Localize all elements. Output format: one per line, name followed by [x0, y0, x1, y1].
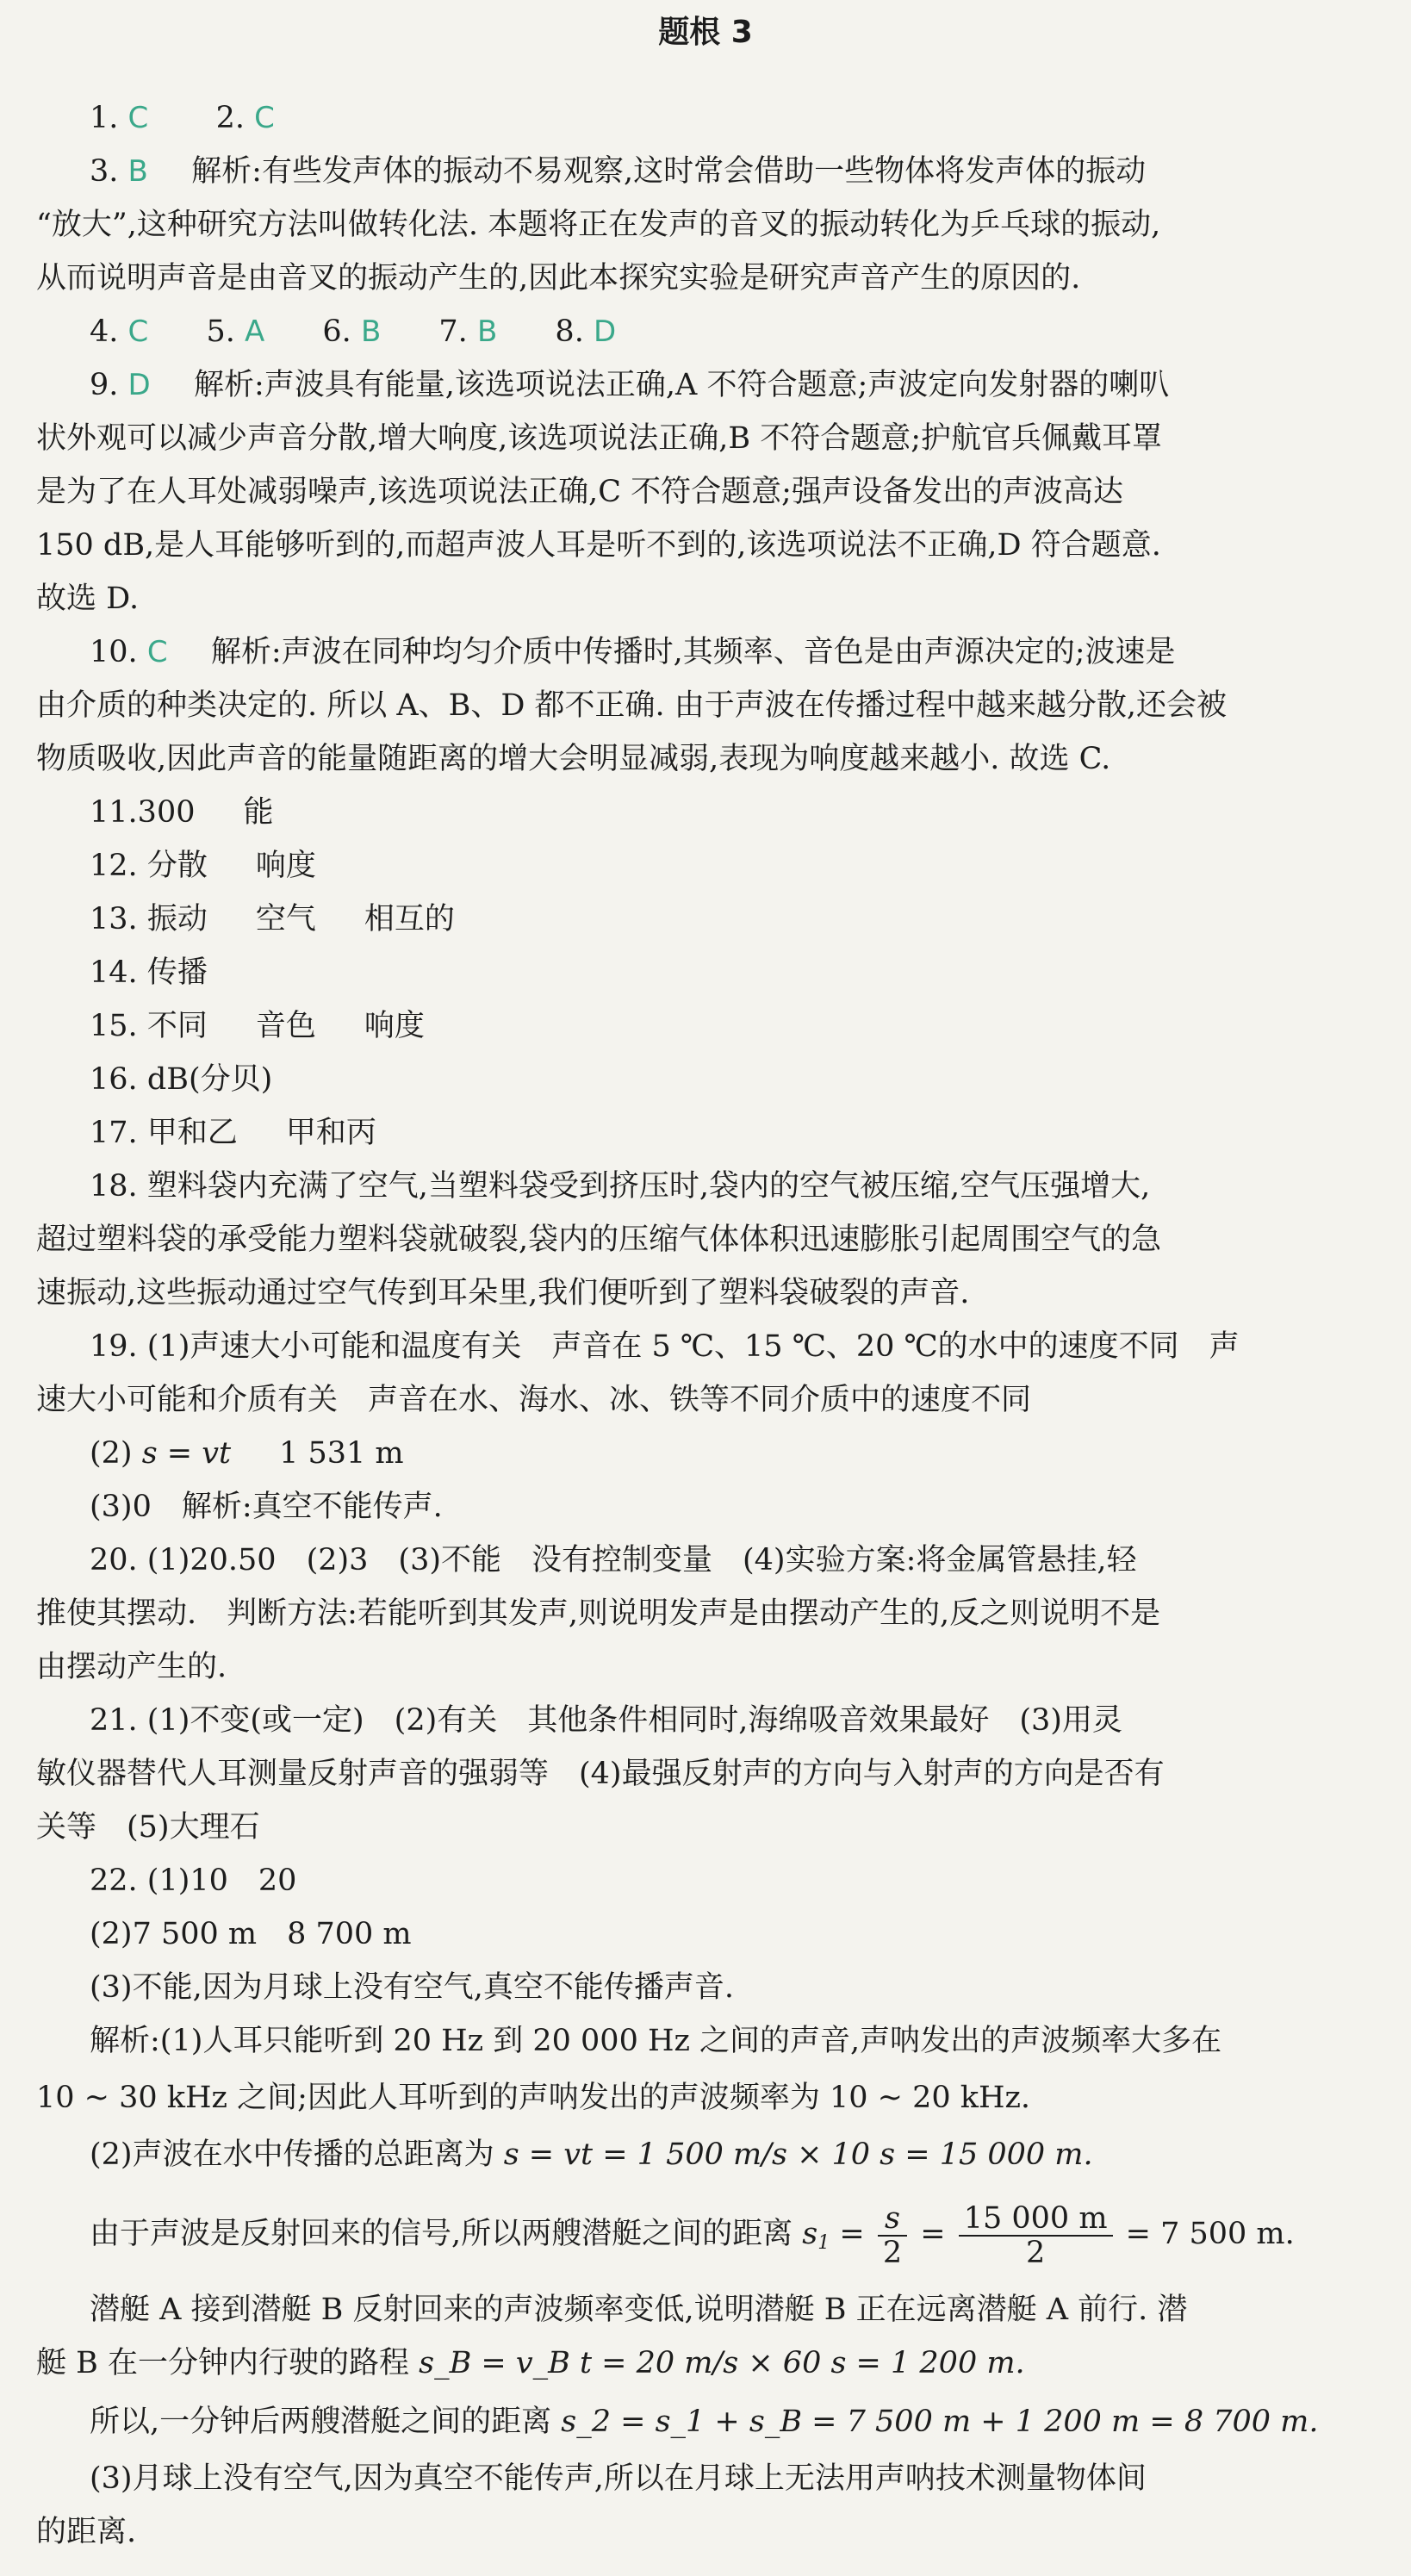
- q5-answer: A: [244, 314, 265, 349]
- answer-row-4-8: 4. C 5. A 6. B 7. B 8. D: [90, 314, 617, 349]
- q22-analysis-line-2: 10 ~ 30 kHz 之间;因此人耳听到的声呐发出的声波频率为 10 ~ 20 kHz.: [36, 2081, 1031, 2115]
- q15-line: 15. 不同 音色 响度: [90, 1009, 425, 1043]
- answer-row-1-2: [90, 96, 275, 140]
- q12-line: 12. 分散 响度: [90, 849, 316, 883]
- q18-line-2: 超过塑料袋的承受能力塑料袋就破裂,袋内的压缩气体体积迅速膨胀引起周围空气的急: [36, 1223, 1162, 1257]
- q22-analysis-line-4: 由于声波是反射回来的信号,所以两艘潜艇之间的距离 s1 = $\frac{s}{2}$ = $\frac{15 000 m}{2}$ = 7 500 m.: [90, 2200, 1295, 2270]
- q2-answer: C: [254, 101, 275, 135]
- q8-answer: D: [593, 314, 617, 349]
- q10-answer: C: [146, 635, 168, 669]
- q20-line-3: 由摆动产生的.: [36, 1650, 227, 1684]
- q7-answer: B: [476, 314, 498, 349]
- q14-line: 14. 传播: [90, 955, 208, 990]
- q3-line-2: “放大”,这种研究方法叫做转化法. 本题将正在发声的音叉的振动转化为乒乓球的振动,: [36, 208, 1161, 242]
- q3-line-3: 从而说明声音是由音叉的振动产生的,因此本探究实验是研究声音产生的原因的.: [36, 261, 1081, 296]
- q6-answer: B: [360, 314, 382, 349]
- q18-line-3: 速振动,这些振动通过空气传到耳朵里,我们便听到了塑料袋破裂的声音.: [36, 1276, 970, 1310]
- q19-part-3: (3)0 解析:真空不能传声.: [90, 1490, 443, 1524]
- q20-line-2: 推使其摆动. 判断方法:若能听到其发声,则说明发声是由摆动产生的,反之则说明不是: [36, 1596, 1161, 1631]
- q22-analysis-line-1: 解析:(1)人耳只能听到 20 Hz 到 20 000 Hz 之间的声音,声呐发出的声波频率大多在: [90, 2024, 1222, 2058]
- q20-line-1: 20. (1)20.50 (2)3 (3)不能 没有控制变量 (4)实验方案:将金属管悬挂,轻: [90, 1543, 1137, 1577]
- q22-line-3: (3)不能,因为月球上没有空气,真空不能传播声音.: [90, 1970, 734, 2005]
- q16-line: 16. dB(分贝): [90, 1062, 273, 1097]
- q9-line-1: 9. D 解析:声波具有能量,该选项说法正确,A 不符合题意;声波定向发射器的喇叭: [90, 368, 1170, 402]
- q21-line-1: 21. (1)不变(或一定) (2)有关 其他条件相同时,海绵吸音效果最好 (3)用灵: [90, 1703, 1122, 1738]
- q22-analysis-line-5: 潜艇 A 接到潜艇 B 反射回来的声波频率变低,说明潜艇 B 正在远离潜艇 A 前行. 潜: [90, 2293, 1188, 2327]
- fraction-s-over-2: $\frac{s}{2}$: [878, 2202, 907, 2269]
- q9-line-5: 故选 D.: [36, 582, 140, 616]
- q18-line-1: 18. 塑料袋内充满了空气,当塑料袋受到挤压时,袋内的空气被压缩,空气压强增大,: [90, 1169, 1151, 1204]
- q22-analysis-line-9: 的距离.: [36, 2515, 137, 2549]
- q21-line-3: 关等 (5)大理石: [36, 1810, 260, 1845]
- q11-line: 11.300 能: [90, 795, 274, 830]
- q1-answer: C: [127, 101, 149, 135]
- q10-line-1: 10. C 解析:声波在同种均匀介质中传播时,其频率、音色是由声源决定的;波速是: [90, 635, 1176, 669]
- q9-line-3: 是为了在人耳处减弱噪声,该选项说法正确,C 不符合题意;强声设备发出的声波高达: [36, 475, 1123, 509]
- q13-line: 13. 振动 空气 相互的: [90, 902, 455, 936]
- q19-part-2: (2) s = vt 1 531 m: [90, 1436, 404, 1471]
- q19-line-1: 19. (1)声速大小可能和温度有关 声音在 5 ℃、15 ℃、20 ℃的水中的速度不同 声: [90, 1329, 1240, 1364]
- q22-line-2: (2)7 500 m 8 700 m: [90, 1917, 412, 1951]
- q9-line-2: 状外观可以减少声音分散,增大响度,该选项说法正确,B 不符合题意;护航官兵佩戴耳罩: [36, 421, 1163, 456]
- q22-analysis-line-6: 艇 B 在一分钟内行驶的路程 s_B = v_B t = 20 m/s × 60 s = 1 200 m.: [36, 2346, 1025, 2380]
- q9-answer: D: [127, 368, 151, 402]
- q3-answer: B: [127, 154, 148, 189]
- page-title: 题根 3: [658, 15, 753, 50]
- q22-analysis-line-8: (3)月球上没有空气,因为真空不能传声,所以在月球上无法用声呐技术测量物体间: [90, 2461, 1147, 2496]
- q4-answer: C: [127, 314, 149, 349]
- q21-line-2: 敏仪器替代人耳测量反射声音的强弱等 (4)最强反射声的方向与入射声的方向是否有: [36, 1757, 1165, 1791]
- q22-analysis-line-7: 所以,一分钟后两艘潜艇之间的距离 s_2 = s_1 + s_B = 7 500 m + 1 200 m = 8 700 m.: [90, 2405, 1319, 2439]
- q1-number: 1.: [90, 101, 119, 135]
- q19-line-2: 速大小可能和介质有关 声音在水、海水、冰、铁等不同介质中的速度不同: [36, 1383, 1032, 1417]
- fraction-15000-over-2: $\frac{15 000 m}{2}$: [959, 2202, 1113, 2269]
- q3-line-1: 3. B 解析:有些发声体的振动不易观察,这时常会借助一些物体将发声体的振动: [90, 154, 1147, 189]
- q10-line-3: 物质吸收,因此声音的能量随距离的增大会明显减弱,表现为响度越来越小. 故选 C.: [36, 742, 1111, 776]
- q9-line-4: 150 dB,是人耳能够听到的,而超声波人耳是听不到的,该选项说法不正确,D 符合题意.: [36, 528, 1161, 563]
- q22-line-1: 22. (1)10 20: [90, 1864, 297, 1898]
- q2-number: 2.: [215, 101, 245, 135]
- q17-line: 17. 甲和乙 甲和丙: [90, 1116, 376, 1150]
- q10-line-2: 由介质的种类决定的. 所以 A、B、D 都不正确. 由于声波在传播过程中越来越分散,还会被: [36, 688, 1227, 723]
- q22-analysis-line-3: (2)声波在水中传播的总距离为 s = vt = 1 500 m/s × 10 s = 15 000 m.: [90, 2137, 1093, 2172]
